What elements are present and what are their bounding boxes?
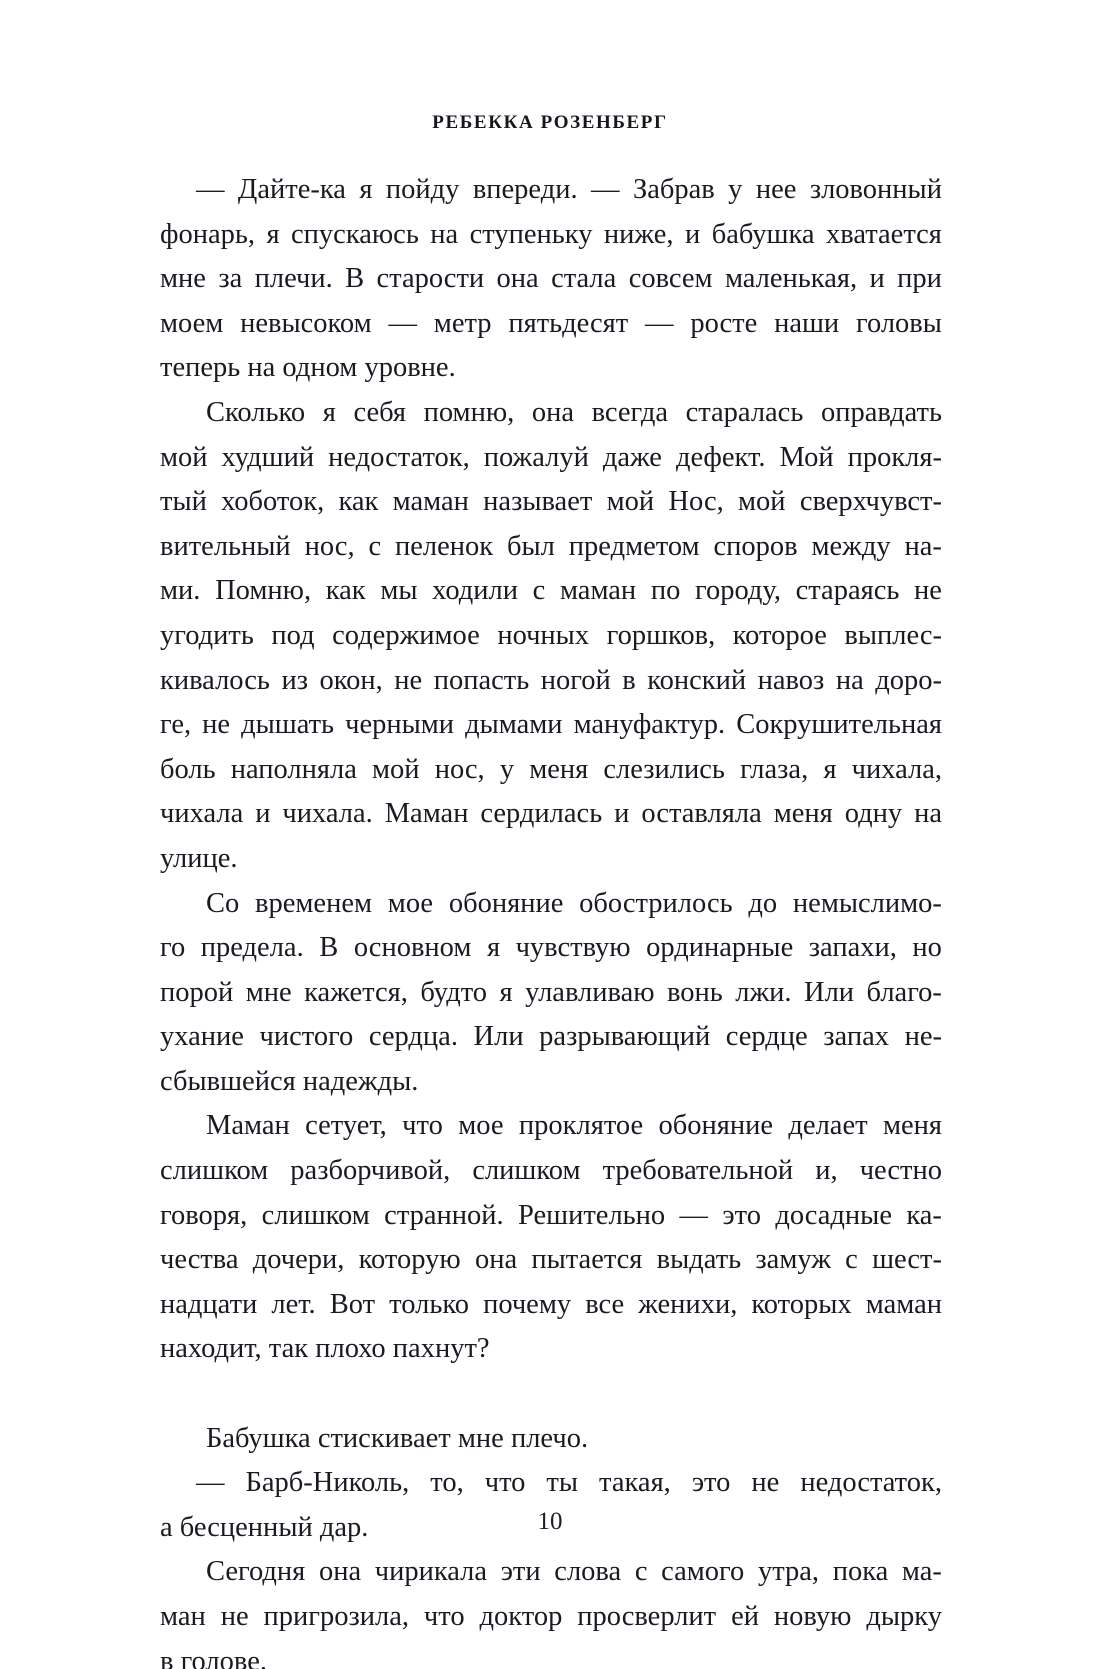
word: я bbox=[322, 396, 336, 428]
word: ми. bbox=[160, 575, 201, 607]
paragraph bbox=[160, 882, 942, 1105]
word: Барб-Николь, bbox=[245, 1467, 410, 1499]
word: дымами bbox=[465, 709, 563, 741]
word: бабушка bbox=[711, 218, 815, 250]
word: почему bbox=[483, 1288, 572, 1320]
word: улавливаю bbox=[525, 976, 655, 1008]
word: черными bbox=[345, 709, 455, 741]
word: боль bbox=[160, 753, 216, 785]
word: дышать bbox=[241, 709, 335, 741]
word: основном bbox=[353, 932, 472, 964]
word: Дайте-ка bbox=[237, 174, 346, 205]
word: которое bbox=[732, 619, 827, 651]
word: проклятое bbox=[518, 1110, 644, 1142]
word: вительный bbox=[160, 530, 291, 562]
word: мое bbox=[458, 1110, 504, 1142]
word: Сокрушительная bbox=[736, 709, 942, 741]
word: я bbox=[359, 174, 373, 205]
text-line bbox=[160, 703, 942, 748]
paragraph bbox=[160, 1104, 942, 1372]
word: только bbox=[389, 1288, 469, 1320]
text-line bbox=[160, 1461, 942, 1506]
word: и bbox=[684, 218, 701, 250]
word: ниже, bbox=[603, 218, 674, 250]
word: сердце bbox=[725, 1021, 808, 1053]
word: доро- bbox=[875, 664, 942, 696]
word: не bbox=[394, 664, 423, 696]
word: разрывающий bbox=[539, 1021, 711, 1053]
word: окон, bbox=[319, 664, 383, 696]
word: попасть bbox=[433, 664, 530, 696]
word: — bbox=[196, 174, 225, 205]
text-line bbox=[160, 391, 942, 436]
word: у bbox=[499, 753, 515, 785]
text-line bbox=[160, 168, 942, 213]
word: Мой bbox=[779, 441, 834, 473]
text-line bbox=[160, 1015, 942, 1060]
word: кажется, bbox=[304, 976, 408, 1008]
word: за bbox=[218, 263, 243, 295]
word: меня bbox=[773, 798, 833, 830]
word: я bbox=[486, 932, 501, 964]
word: которых bbox=[751, 1288, 852, 1320]
word: я bbox=[266, 218, 280, 250]
word: оставляла bbox=[641, 798, 762, 830]
word: странной. bbox=[384, 1199, 504, 1231]
word: зловонный bbox=[809, 174, 942, 205]
word: — bbox=[679, 1199, 709, 1231]
word: росте bbox=[690, 307, 758, 339]
word: у bbox=[728, 174, 743, 205]
word: впереди. bbox=[472, 174, 578, 205]
word: В bbox=[345, 263, 365, 295]
word: совсем bbox=[628, 263, 713, 295]
word: слишком bbox=[261, 1199, 370, 1231]
body-text-block bbox=[160, 168, 942, 1669]
word: стараясь bbox=[795, 575, 900, 607]
word: стала bbox=[551, 263, 617, 295]
text-line bbox=[160, 436, 942, 481]
word: я bbox=[823, 753, 837, 785]
word: предела. bbox=[200, 932, 304, 964]
word: одну bbox=[844, 798, 903, 830]
word: прокля- bbox=[847, 441, 942, 473]
word: угодить bbox=[160, 619, 254, 651]
word: до bbox=[748, 887, 778, 919]
word: ге, bbox=[160, 709, 192, 741]
word: говоря, bbox=[160, 1199, 248, 1231]
word: сердца. bbox=[368, 1021, 458, 1053]
word: старости bbox=[376, 263, 485, 295]
word: эти bbox=[500, 1556, 541, 1588]
running-head: РЕБЕККА РОЗЕНБЕРГ bbox=[432, 112, 668, 133]
word: дырку bbox=[866, 1601, 942, 1632]
word: сердилась bbox=[480, 798, 603, 830]
paragraph-gap bbox=[160, 1372, 942, 1417]
word: фонарь, bbox=[160, 218, 255, 250]
text-line bbox=[160, 1283, 942, 1328]
word: шест- bbox=[872, 1244, 942, 1276]
word: плечи. bbox=[254, 263, 333, 295]
word: наши bbox=[774, 307, 840, 339]
word: и bbox=[614, 798, 630, 830]
word: при bbox=[897, 263, 942, 295]
word: на- bbox=[904, 530, 942, 562]
word: мой bbox=[160, 441, 208, 473]
word: хватается bbox=[825, 218, 942, 250]
word: не bbox=[220, 1601, 249, 1632]
word: ка- bbox=[906, 1199, 942, 1231]
text-line bbox=[160, 1149, 942, 1194]
word: ходили bbox=[432, 575, 518, 607]
text-line bbox=[160, 614, 942, 659]
word: доктор bbox=[479, 1601, 563, 1632]
word: кивалось bbox=[160, 664, 270, 696]
word: мой bbox=[738, 486, 786, 518]
word: меня bbox=[529, 753, 589, 785]
word: слишком bbox=[472, 1155, 581, 1187]
word: чистого bbox=[259, 1021, 354, 1053]
text-line: а бесценный дар. bbox=[160, 1511, 369, 1543]
text-line: Бабушка стискивает мне плечо. bbox=[206, 1422, 589, 1454]
word: то, bbox=[430, 1467, 464, 1499]
word: нее bbox=[755, 174, 797, 205]
word: хоботок, bbox=[221, 486, 325, 518]
word: не- bbox=[904, 1021, 942, 1053]
word: дефект. bbox=[675, 441, 766, 473]
word: пока bbox=[832, 1556, 889, 1588]
word: лжи. bbox=[735, 976, 792, 1008]
text-line bbox=[160, 792, 942, 837]
text-line bbox=[160, 1104, 942, 1149]
text-line bbox=[160, 659, 942, 704]
word: слишком bbox=[160, 1155, 269, 1187]
text-line bbox=[160, 882, 942, 927]
word: мое bbox=[387, 887, 434, 919]
text-line bbox=[160, 525, 942, 570]
word: обоняние bbox=[448, 887, 564, 919]
word: с bbox=[532, 575, 546, 607]
word: наполняла bbox=[230, 753, 357, 785]
word: она bbox=[474, 1244, 518, 1276]
word: мы bbox=[380, 575, 418, 607]
word: с bbox=[368, 530, 382, 562]
word: недостаток, bbox=[800, 1467, 942, 1499]
text-line bbox=[160, 1550, 942, 1595]
word: выплес- bbox=[844, 619, 942, 651]
text-line: теперь на одном уровне. bbox=[160, 352, 456, 384]
text-line: сбывшейся надежды. bbox=[160, 1065, 419, 1097]
word: между bbox=[811, 530, 891, 562]
word: не bbox=[202, 709, 231, 741]
word: сетует, bbox=[305, 1110, 387, 1142]
word: глаза, bbox=[740, 753, 809, 785]
word: сверхчувст- bbox=[799, 486, 942, 518]
word: недостаток, bbox=[328, 441, 470, 473]
word: и bbox=[869, 263, 885, 295]
word: худший bbox=[221, 441, 315, 473]
word: это bbox=[691, 1467, 731, 1499]
word: маленькая, bbox=[724, 263, 858, 295]
word: Забрав bbox=[632, 174, 715, 205]
word: — bbox=[388, 307, 417, 339]
word: пригрозила, bbox=[263, 1601, 409, 1632]
word: Сколько bbox=[206, 396, 306, 428]
word: конский bbox=[647, 664, 747, 696]
word: чихала, bbox=[851, 753, 942, 785]
text-line bbox=[160, 1595, 942, 1640]
word: на bbox=[430, 218, 459, 250]
text-line bbox=[160, 1238, 942, 1283]
word: Или bbox=[804, 976, 855, 1008]
word: по bbox=[650, 575, 681, 607]
word: она bbox=[496, 263, 539, 295]
word: в bbox=[622, 664, 636, 696]
word: женихи, bbox=[638, 1288, 738, 1320]
word: меня bbox=[882, 1110, 942, 1142]
word: лет. bbox=[271, 1288, 316, 1320]
word: запахи, bbox=[808, 932, 897, 964]
word: ей bbox=[731, 1601, 759, 1632]
word: Или bbox=[473, 1021, 524, 1053]
word: надцати bbox=[160, 1288, 258, 1320]
word: она bbox=[318, 1556, 362, 1588]
word: чихала. bbox=[282, 798, 373, 830]
word: чества bbox=[160, 1244, 239, 1276]
word: ты bbox=[546, 1467, 579, 1499]
text-line: улице. bbox=[160, 842, 238, 874]
word: дочери, bbox=[252, 1244, 345, 1276]
word: Со bbox=[206, 887, 240, 919]
word: пятьдесят bbox=[508, 307, 629, 339]
text-line bbox=[160, 302, 942, 347]
word: обоняние bbox=[658, 1110, 774, 1142]
word: Маман bbox=[206, 1110, 290, 1142]
word: и bbox=[255, 798, 271, 830]
word: нос, bbox=[304, 530, 355, 562]
word: называет bbox=[483, 486, 593, 518]
word: слова bbox=[554, 1556, 622, 1588]
word: даже bbox=[602, 441, 662, 473]
paragraph bbox=[160, 1550, 942, 1669]
word: метр bbox=[433, 307, 492, 339]
word: невысоком bbox=[240, 307, 372, 339]
paragraph bbox=[160, 1417, 942, 1462]
word: моем bbox=[160, 307, 224, 339]
word: Помню, bbox=[215, 575, 312, 607]
word: честно bbox=[859, 1155, 942, 1187]
word: как bbox=[338, 486, 379, 518]
text-line bbox=[160, 926, 942, 971]
text-line bbox=[160, 1194, 942, 1239]
word: Вот bbox=[329, 1288, 376, 1320]
word: Маман bbox=[384, 798, 469, 830]
word: ма- bbox=[901, 1556, 942, 1588]
word: немыслимо- bbox=[792, 887, 942, 919]
word: это bbox=[722, 1199, 761, 1231]
word: будто bbox=[420, 976, 488, 1008]
word: помню, bbox=[423, 396, 515, 428]
word: тый bbox=[160, 486, 207, 518]
word: пытается bbox=[531, 1244, 643, 1276]
word: новую bbox=[773, 1601, 852, 1632]
word: такая, bbox=[599, 1467, 671, 1499]
word: мой bbox=[606, 486, 655, 518]
word: под bbox=[271, 619, 315, 651]
word: ногой bbox=[540, 664, 611, 696]
word: ночных bbox=[497, 619, 590, 651]
word: ухание bbox=[160, 1021, 244, 1053]
word: требовательной bbox=[602, 1155, 794, 1187]
word: городу, bbox=[695, 575, 781, 607]
word: мне bbox=[245, 976, 292, 1008]
word: и, bbox=[815, 1155, 838, 1187]
word: себя bbox=[353, 396, 406, 428]
word: пойду bbox=[385, 174, 460, 205]
word: мой bbox=[372, 753, 420, 785]
text-line: находит, так плохо пахнут? bbox=[160, 1333, 490, 1365]
word: она bbox=[531, 396, 575, 428]
word: содержимое bbox=[332, 619, 480, 651]
word: маман bbox=[392, 486, 469, 518]
word: навоз bbox=[757, 664, 825, 696]
word: разборчивой, bbox=[290, 1155, 451, 1187]
word: оправдать bbox=[820, 396, 942, 428]
word: не bbox=[914, 575, 942, 607]
text-line bbox=[160, 748, 942, 793]
word: маман bbox=[865, 1288, 942, 1320]
word: Сегодня bbox=[206, 1556, 306, 1588]
word: ординарные bbox=[646, 932, 794, 964]
word: из bbox=[281, 664, 308, 696]
word: запах bbox=[823, 1021, 889, 1053]
word: вонь bbox=[667, 976, 723, 1008]
word: на bbox=[835, 664, 864, 696]
word: мне bbox=[160, 263, 206, 295]
word: — bbox=[645, 307, 674, 339]
word: предметом bbox=[568, 530, 700, 562]
word: чувствую bbox=[515, 932, 631, 964]
word: временем bbox=[255, 887, 373, 919]
word: с bbox=[845, 1244, 858, 1276]
word: слезились bbox=[603, 753, 725, 785]
word: пожалуй bbox=[483, 441, 589, 473]
word: выдать bbox=[656, 1244, 742, 1276]
word: благо- bbox=[866, 976, 942, 1008]
word: Нос, bbox=[668, 486, 724, 518]
page-number: 10 bbox=[537, 1508, 563, 1535]
word: старалась bbox=[685, 396, 804, 428]
word: что bbox=[484, 1467, 526, 1499]
word: я bbox=[499, 976, 513, 1008]
word: что bbox=[402, 1110, 443, 1142]
word: как bbox=[325, 575, 366, 607]
word: В bbox=[319, 932, 339, 964]
word: не bbox=[751, 1467, 780, 1499]
word: чирикала bbox=[374, 1556, 488, 1588]
word: но bbox=[912, 932, 942, 964]
text-line bbox=[160, 257, 942, 302]
word: с bbox=[634, 1556, 648, 1588]
word: спускаюсь bbox=[291, 218, 419, 250]
text-line bbox=[160, 569, 942, 614]
text-line bbox=[160, 971, 942, 1016]
word: досадные bbox=[775, 1199, 892, 1231]
text-line bbox=[160, 480, 942, 525]
word: порой bbox=[160, 976, 234, 1008]
word: чихала bbox=[160, 798, 244, 830]
word: — bbox=[591, 174, 620, 205]
word: — bbox=[196, 1467, 225, 1499]
paragraph bbox=[160, 168, 942, 391]
word: делает bbox=[788, 1110, 868, 1142]
paragraph bbox=[160, 391, 942, 882]
word: споров bbox=[713, 530, 798, 562]
word: головы bbox=[855, 307, 942, 339]
word: ступеньку bbox=[469, 218, 593, 250]
word: маман bbox=[559, 575, 637, 607]
text-line bbox=[160, 213, 942, 258]
paragraph bbox=[160, 1461, 942, 1550]
word: что bbox=[423, 1601, 465, 1632]
word: был bbox=[507, 530, 555, 562]
word: пеленок bbox=[395, 530, 494, 562]
word: всегда bbox=[591, 396, 668, 428]
word: обострилось bbox=[579, 887, 733, 919]
text-line: в голове. bbox=[160, 1645, 267, 1669]
word: мануфактур. bbox=[573, 709, 726, 741]
word: нос, bbox=[434, 753, 485, 785]
word: все bbox=[585, 1288, 625, 1320]
word: самого bbox=[661, 1556, 745, 1588]
word: утра, bbox=[757, 1556, 820, 1588]
word: Решительно bbox=[518, 1199, 666, 1231]
word: горшков, bbox=[606, 619, 716, 651]
word: замуж bbox=[755, 1244, 831, 1276]
word: просверлит bbox=[577, 1601, 717, 1632]
word: на bbox=[914, 798, 942, 830]
word: ман bbox=[160, 1601, 206, 1632]
word: го bbox=[160, 932, 186, 964]
word: которую bbox=[358, 1244, 461, 1276]
